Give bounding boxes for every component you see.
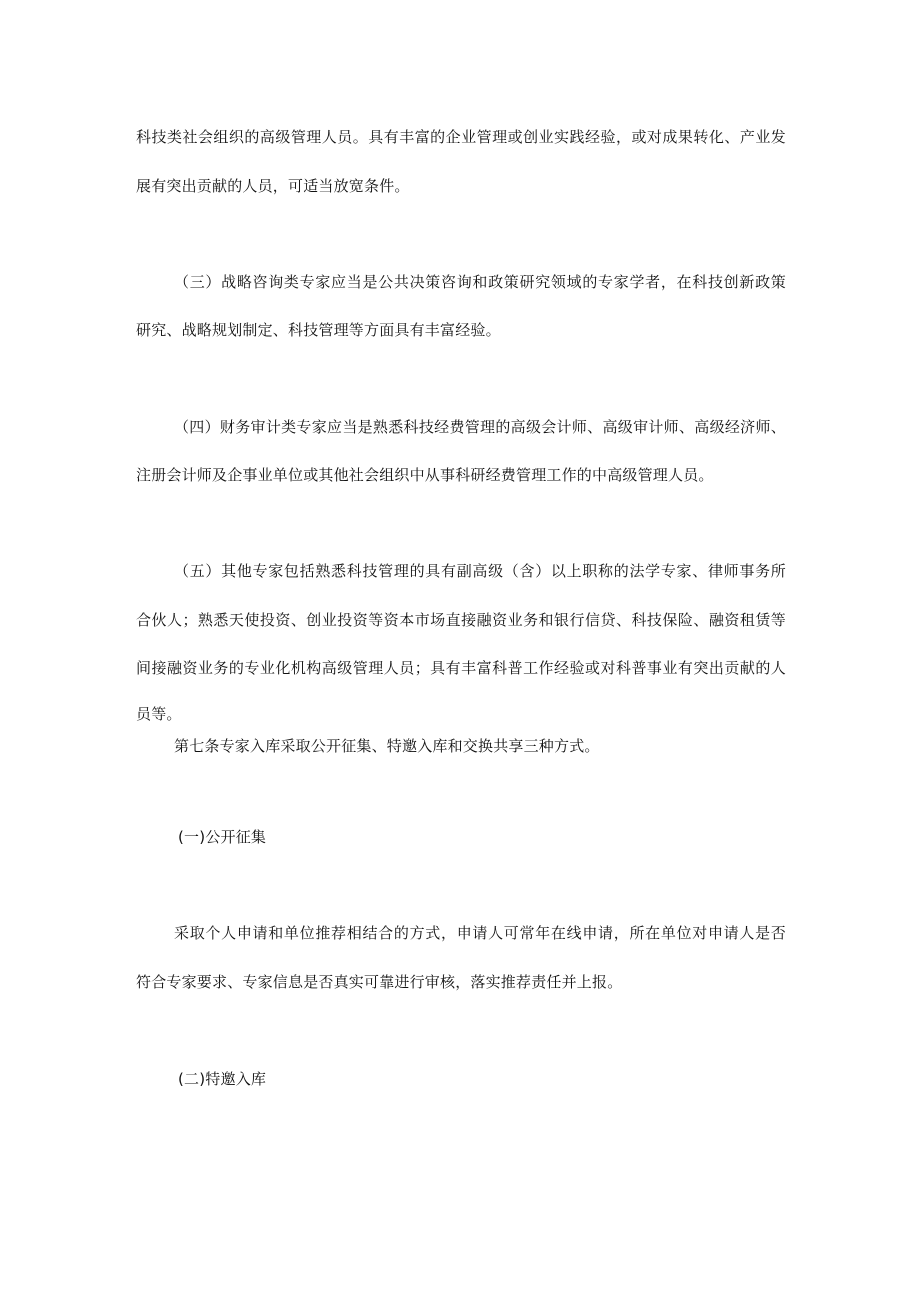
paragraph-3-line-2: 研究、战略规划制定、科技管理等方面具有丰富经验。 bbox=[136, 321, 501, 339]
paragraph-3-line-1: （三）战略咨询类专家应当是公共决策咨询和政策研究领域的专家学者，在科技创新政策 bbox=[174, 273, 786, 291]
paragraph-6-line-1: 采取个人申请和单位推荐相结合的方式，申请人可常年在线申请，所在单位对申请人是否 bbox=[174, 924, 786, 942]
article-7-heading: 第七条专家入库采取公开征集、特邀入库和交换共享三种方式。 bbox=[174, 737, 600, 755]
paragraph-5-line-1: （五）其他专家包括熟悉科技管理的具有副高级（含）以上职称的法学专家、律师事务所 bbox=[174, 562, 786, 580]
section-heading-special-invitation: (二)特邀入库 bbox=[178, 1070, 267, 1088]
paragraph-5-line-4: 员等。 bbox=[136, 705, 182, 723]
paragraph-4-line-2: 注册会计师及企事业单位或其他社会组织中从事科研经费管理工作的中高级管理人员。 bbox=[136, 466, 714, 484]
paragraph-6-line-2: 符合专家要求、专家信息是否真实可靠进行审核，落实推荐责任并上报。 bbox=[136, 973, 623, 991]
section-heading-public-collection: (一)公开征集 bbox=[178, 828, 267, 846]
paragraph-4-line-1: （四）财务审计类专家应当是熟悉科技经费管理的高级会计师、高级审计师、高级经济师、 bbox=[174, 418, 786, 436]
paragraph-2-line-2: 展有突出贡献的人员，可适当放宽条件。 bbox=[136, 177, 410, 195]
paragraph-5-line-2: 合伙人；熟悉天使投资、创业投资等资本市场直接融资业务和银行信贷、科技保险、融资租赁等 bbox=[136, 611, 786, 629]
paragraph-5-line-3: 间接融资业务的专业化机构高级管理人员；具有丰富科普工作经验或对科普事业有突出贡献的人 bbox=[136, 659, 786, 677]
paragraph-2-line-1: 科技类社会组织的高级管理人员。具有丰富的企业管理或创业实践经验，或对成果转化、产业发 bbox=[136, 128, 786, 146]
